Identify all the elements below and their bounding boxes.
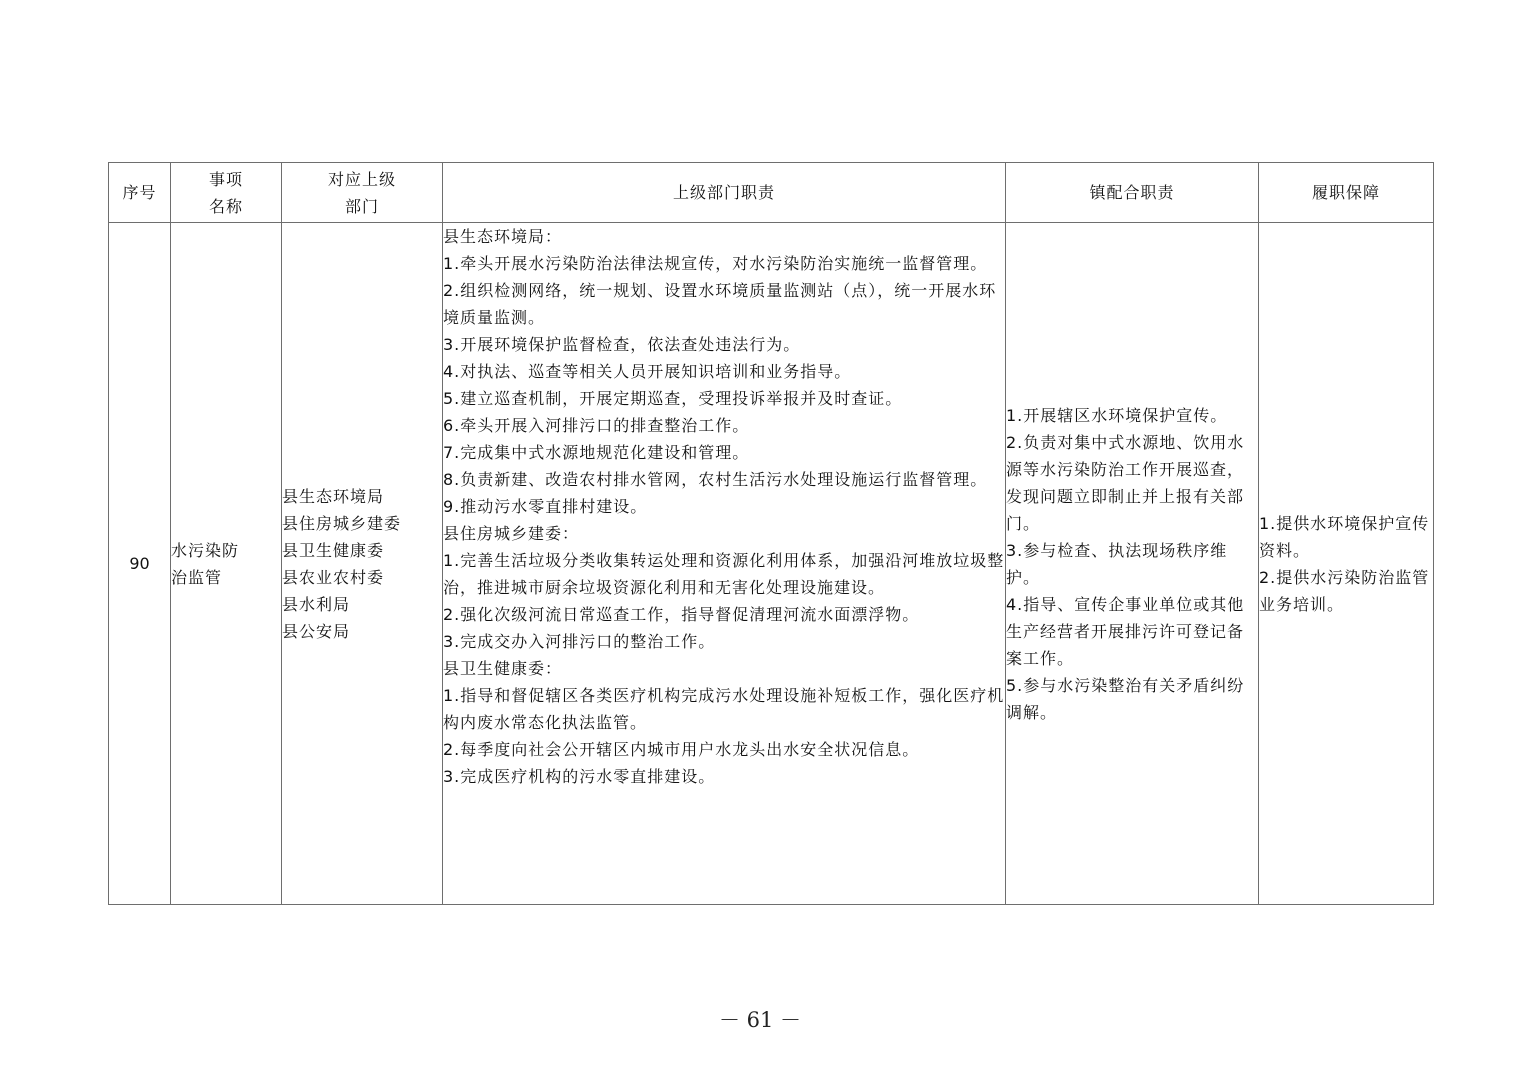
duty-group-heading: 县生态环境局： bbox=[443, 227, 563, 246]
department-item: 县农业农村委 bbox=[282, 567, 385, 587]
guarantee-item: 1.提供水环境保护宣传资料。 bbox=[1259, 513, 1430, 560]
header-serial-number: 序号 bbox=[109, 163, 171, 223]
town-duty-item: 2.负责对集中式水源地、饮用水源等水污染防治工作开展巡查，发现问题立即制止并上报有关部门。 bbox=[1006, 432, 1245, 533]
duty-item: 4.对执法、巡查等相关人员开展知识培训和业务指导。 bbox=[443, 362, 852, 381]
page-number: － 61 － bbox=[718, 1008, 802, 1032]
header-upper-duties: 上级部门职责 bbox=[443, 163, 1006, 223]
guarantee-item: 2.提供水污染防治监管业务培训。 bbox=[1259, 567, 1430, 614]
duty-item: 3.完成交办入河排污口的整治工作。 bbox=[443, 632, 716, 651]
duty-group-heading: 县卫生健康委： bbox=[443, 659, 563, 678]
duty-item: 8.负责新建、改造农村排水管网，农村生活污水处理设施运行监督管理。 bbox=[443, 470, 988, 489]
town-duty-item: 1.开展辖区水环境保护宣传。 bbox=[1006, 405, 1228, 425]
duty-group-heading: 县住房城乡建委： bbox=[443, 524, 580, 543]
department-item: 县公安局 bbox=[282, 621, 351, 641]
department-item: 县住房城乡建委 bbox=[282, 513, 402, 533]
header-guarantee: 履职保障 bbox=[1259, 163, 1434, 223]
department-item: 县生态环境局 bbox=[282, 486, 385, 506]
duty-item: 3.完成医疗机构的污水零直排建设。 bbox=[443, 767, 716, 786]
duty-table bbox=[108, 162, 1434, 905]
header-upper-department: 对应上级 部门 bbox=[282, 163, 443, 223]
table-header-row bbox=[109, 163, 1434, 223]
row-number: 90 bbox=[109, 223, 171, 905]
duty-item: 2.强化次级河流日常巡查工作，指导督促清理河流水面漂浮物。 bbox=[443, 605, 920, 624]
header-town-duties: 镇配合职责 bbox=[1006, 163, 1259, 223]
duty-item: 1.完善生活垃圾分类收集转运处理和资源化利用体系，加强沿河堆放垃圾整治，推进城市厨余垃圾资源化利用和无害化处理设施建设。 bbox=[443, 551, 1005, 597]
department-item: 县水利局 bbox=[282, 594, 351, 614]
duty-item: 7.完成集中式水源地规范化建设和管理。 bbox=[443, 443, 750, 462]
duty-item: 2.组织检测网络，统一规划、设置水环境质量监测站（点），统一开展水环境质量监测。 bbox=[443, 281, 997, 327]
item-name: 水污染防 治监管 bbox=[171, 223, 282, 905]
duty-item: 2.每季度向社会公开辖区内城市用户水龙头出水安全状况信息。 bbox=[443, 740, 920, 759]
duty-item: 3.开展环境保护监督检查，依法查处违法行为。 bbox=[443, 335, 801, 354]
department-list bbox=[282, 223, 443, 905]
duty-item: 6.牵头开展入河排污口的排查整治工作。 bbox=[443, 416, 750, 435]
town-duties-cell bbox=[1006, 223, 1259, 905]
duty-item: 1.指导和督促辖区各类医疗机构完成污水处理设施补短板工作，强化医疗机构内废水常态化执法监管。 bbox=[443, 686, 1005, 732]
duty-item: 1.牵头开展水污染防治法律法规宣传，对水污染防治实施统一监督管理。 bbox=[443, 254, 988, 273]
table-row bbox=[109, 223, 1434, 905]
duty-item: 9.推动污水零直排村建设。 bbox=[443, 497, 648, 516]
town-duty-item: 4.指导、宣传企事业单位或其他生产经营者开展排污许可登记备案工作。 bbox=[1006, 594, 1245, 668]
upper-duties-cell bbox=[443, 223, 1006, 905]
guarantee-cell bbox=[1259, 223, 1434, 905]
duty-item: 5.建立巡查机制，开展定期巡查，受理投诉举报并及时查证。 bbox=[443, 389, 903, 408]
town-duty-item: 5.参与水污染整治有关矛盾纠纷调解。 bbox=[1006, 675, 1245, 722]
header-item-name: 事项 名称 bbox=[171, 163, 282, 223]
town-duty-item: 3.参与检查、执法现场秩序维护。 bbox=[1006, 540, 1228, 587]
department-item: 县卫生健康委 bbox=[282, 540, 385, 560]
